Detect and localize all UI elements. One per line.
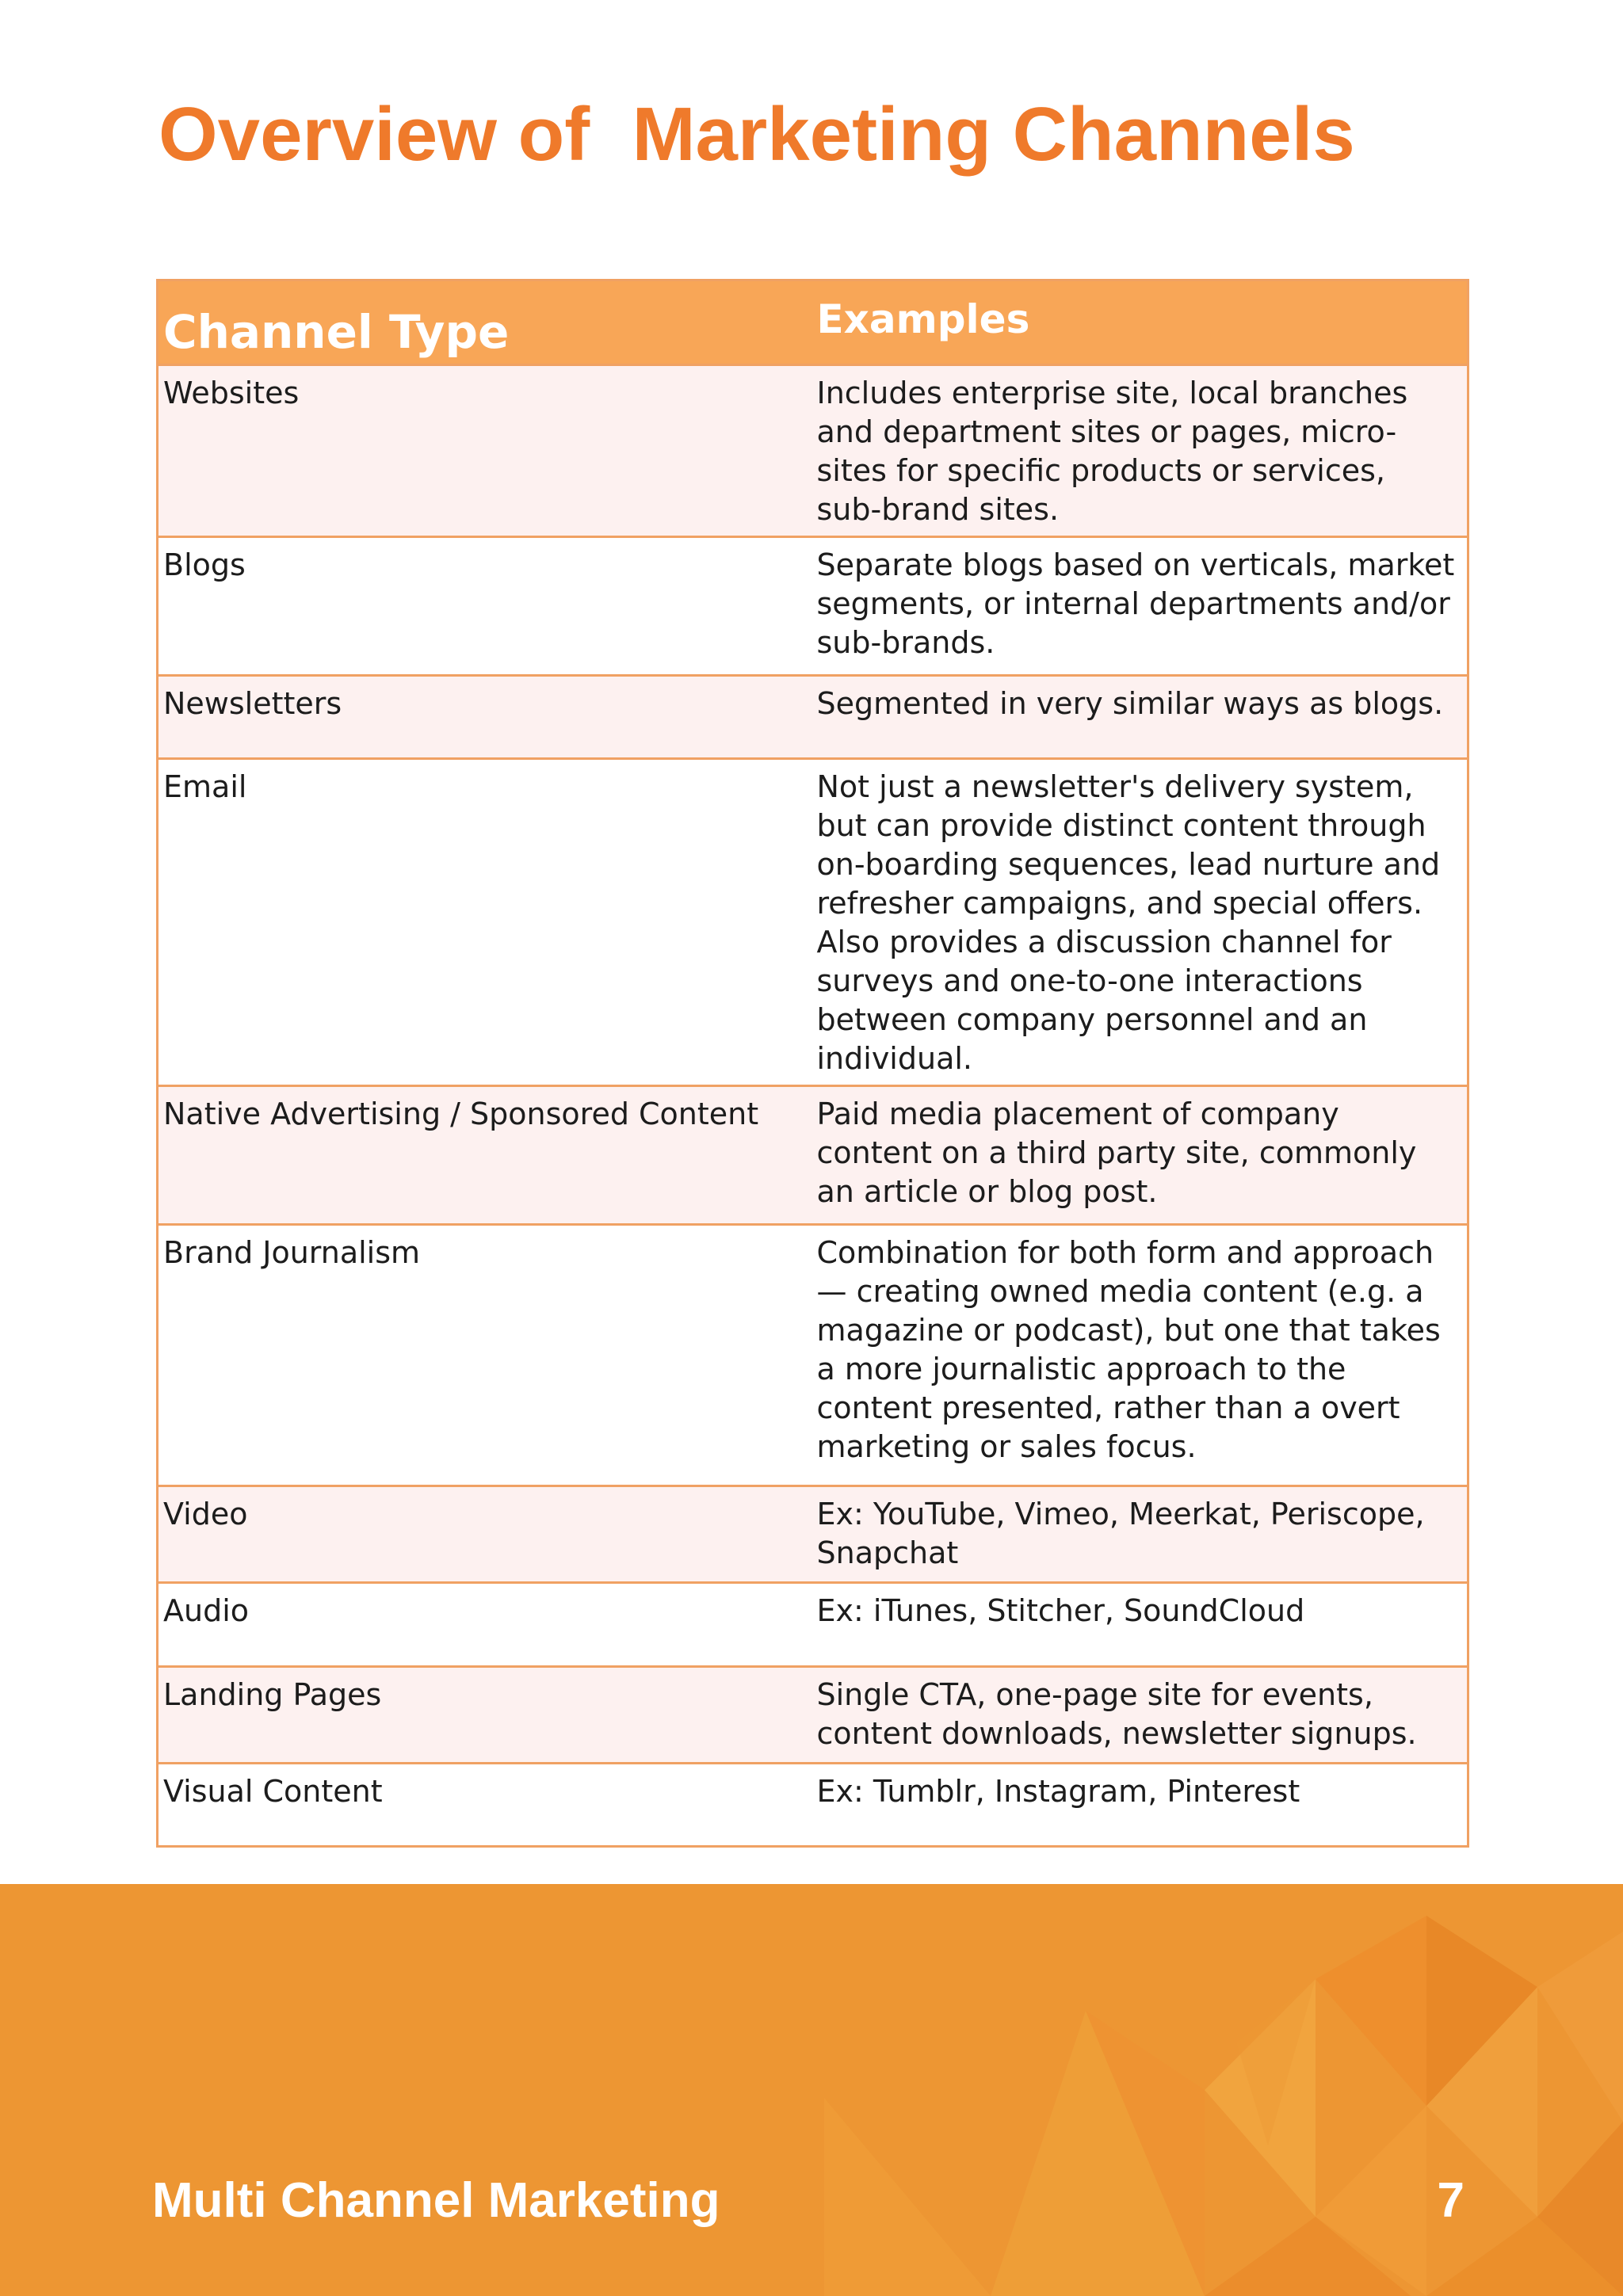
- column-header-channel-type: Channel Type: [163, 305, 510, 359]
- table-row: [158, 676, 1468, 759]
- table-header-row: [158, 280, 1468, 365]
- triangle-pattern-decoration: [0, 1884, 1623, 2296]
- channel-cell: Native Advertising / Sponsored Content: [158, 1086, 812, 1225]
- channel-cell: Newsletters: [158, 676, 812, 759]
- examples-cell: Ex: Tumblr, Instagram, Pinterest: [812, 1764, 1468, 1847]
- table-row: [158, 1764, 1468, 1847]
- examples-cell: Single CTA, one-page site for events, content downloads, newsletter signups.: [812, 1667, 1468, 1764]
- channel-cell: Audio: [158, 1583, 812, 1667]
- channel-cell: Blogs: [158, 537, 812, 676]
- table-body: [158, 365, 1468, 1847]
- examples-cell: Includes enterprise site, local branches and department sites or pages, micro-sites for specific products or services, sub-brand sites.: [812, 365, 1468, 537]
- examples-cell: Separate blogs based on verticals, market segments, or internal departments and/or sub-brands.: [812, 537, 1468, 676]
- channel-cell: Visual Content: [158, 1764, 812, 1847]
- table-row: [158, 1225, 1468, 1486]
- examples-cell: Not just a newsletter's delivery system, but can provide distinct content through on-boarding sequences, lead nurture and refresher campaigns, and special offers. Also provides a discussion channel for surveys and one-to-one interactions between company personnel and an individual.: [812, 759, 1468, 1086]
- table-row: [158, 365, 1468, 537]
- examples-cell: Combination for both form and approach — creating owned media content (e.g. a magazine or podcast), but one that takes a more journalistic approach to the content presented, rather than a overt marketing or sales focus.: [812, 1225, 1468, 1486]
- footer-banner: [0, 1884, 1623, 2296]
- table-header: [158, 280, 1468, 365]
- channel-table: [156, 279, 1469, 1848]
- examples-cell: Ex: iTunes, Stitcher, SoundCloud: [812, 1583, 1468, 1667]
- examples-cell: Segmented in very similar ways as blogs.: [812, 676, 1468, 759]
- page-number: 7: [1437, 2173, 1465, 2228]
- table-row: [158, 1667, 1468, 1764]
- table-row: [158, 537, 1468, 676]
- examples-cell: Paid media placement of company content on a third party site, commonly an article or blog post.: [812, 1086, 1468, 1225]
- channel-cell: Brand Journalism: [158, 1225, 812, 1486]
- channel-cell: Email: [158, 759, 812, 1086]
- table-row: [158, 1086, 1468, 1225]
- table-row: [158, 1486, 1468, 1583]
- page-title: Overview of Marketing Channels: [158, 92, 1355, 177]
- channel-cell: Landing Pages: [158, 1667, 812, 1764]
- examples-cell: Ex: YouTube, Vimeo, Meerkat, Periscope, Snapchat: [812, 1486, 1468, 1583]
- footer-title: Multi Channel Marketing: [152, 2173, 720, 2228]
- column-header-examples: Examples: [816, 296, 1030, 342]
- table-row: [158, 759, 1468, 1086]
- channel-cell: Video: [158, 1486, 812, 1583]
- channel-cell: Websites: [158, 365, 812, 537]
- table-row: [158, 1583, 1468, 1667]
